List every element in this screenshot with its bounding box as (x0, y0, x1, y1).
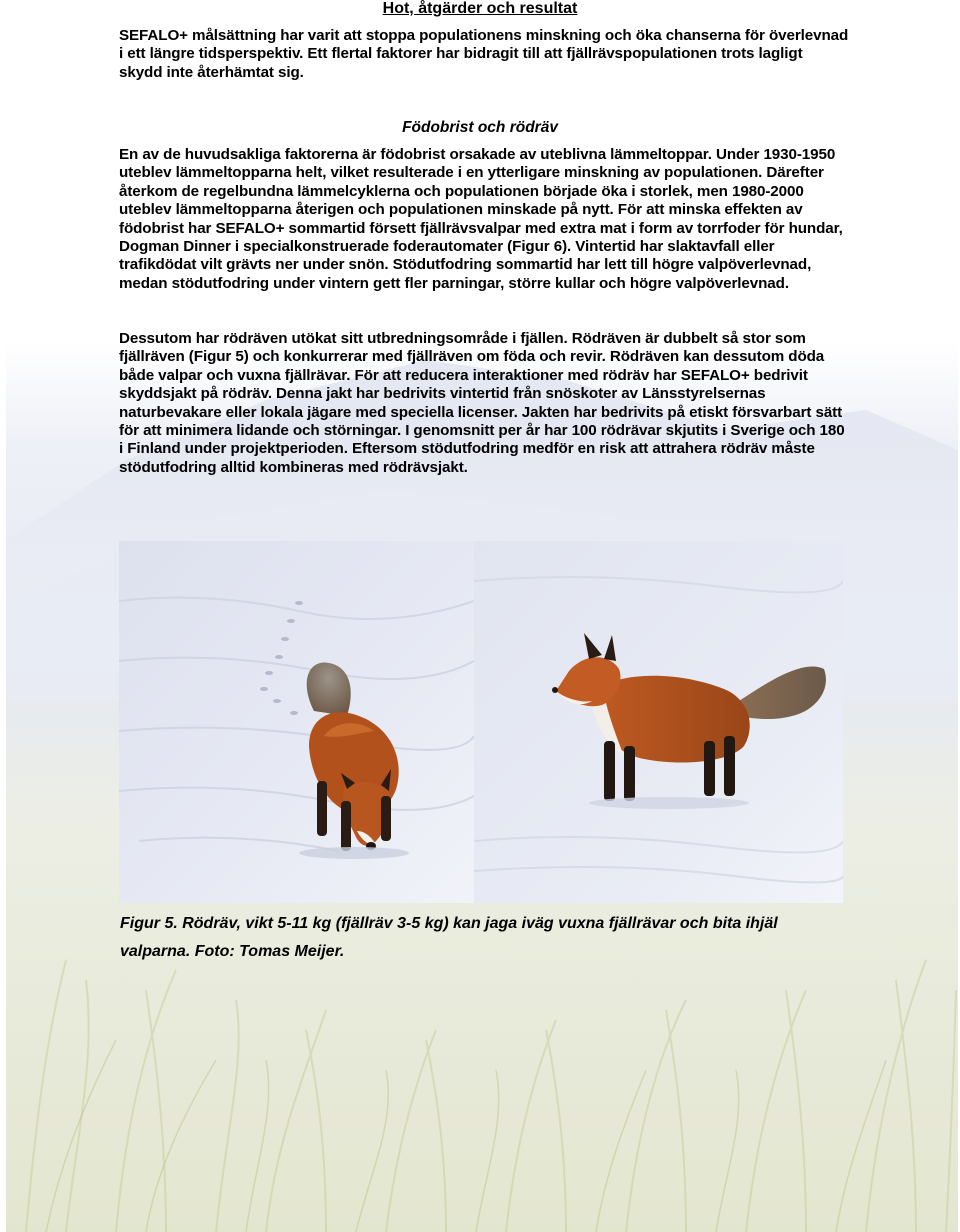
intro-paragraph: SEFALO+ målsättning har varit att stoppa populationens minskning och öka chanserna för överlevnad i ett längre tidsperspektiv. Ett flertal faktorer har bidragit till att fjällrävspopulationen trots lagligt skydd inte återhämtat sig. (119, 27, 849, 81)
food-shortage-paragraph: En av de huvudsakliga faktorerna är födobrist orsakade av uteblivna lämmeltoppar. Under 1930-1950 uteblev lämmeltopparna helt, vilket resulterade i en ytterligare minskning av populationen. Därefter återkom de regelbundna lämmelcyklerna och populationen började öka i storlek, men 1980-2000 uteblev lämmeltopparna återigen och populationen minskade på nytt. För att minska effekten av födobrist har SEFALO+ sommartid försett fjällrävsvalpar med extra mat i form av torrfoder för hundar, Dogman Dinner i specialkonstruerade foderautomater (Figur 6). Vintertid har slaktavfall eller trafikdödat vilt grävts ner under snön. Stödutfodring sommartid har lett till högre valpöverlevnad, medan stödutfodring under vintern gett fler parningar, större kullar och högre valpöverlevnad. (119, 146, 843, 292)
section-heading: Hot, åtgärder och resultat (382, 0, 578, 17)
subsection-heading: Födobrist och rödräv (402, 119, 558, 136)
red-fox-photo-left (119, 541, 474, 903)
red-fox-photo-right (474, 541, 843, 903)
figure-5-photos (119, 541, 843, 903)
figure-caption: Figur 5. Rödräv, vikt 5-11 kg (fjällräv 3-5 kg) kan jaga iväg vuxna fjällrävar och bita ihjäl valparna. Foto: Tomas Meijer. (120, 915, 778, 960)
red-fox-paragraph: Dessutom har rödräven utökat sitt utbredningsområde i fjällen. Rödräven är dubbelt så stor som fjällräven (Figur 5) och konkurrerar med fjällräven om föda och revir. Rödräven kan dessutom döda både valpar och vuxna fjällrävar. För att reducera interaktioner med rödräv har SEFALO+ bedrivit skyddsjakt på rödräv. Denna jakt har bedrivits vintertid från snöskoter av Länsstyrelsernas naturbevakare eller lokala jägare med speciella licenser. Jakten har bedrivits på etiskt försvarbart sätt för att minimera lidande och störningar. I genomsnitt per år har 100 rödrävar skjutits i Sverige och 180 i Finland under projektperioden. Eftersom stödutfodring medför en risk att attrahera rödräv måste stödutfodring alltid kombineras med rödrävsjakt. (119, 330, 845, 476)
